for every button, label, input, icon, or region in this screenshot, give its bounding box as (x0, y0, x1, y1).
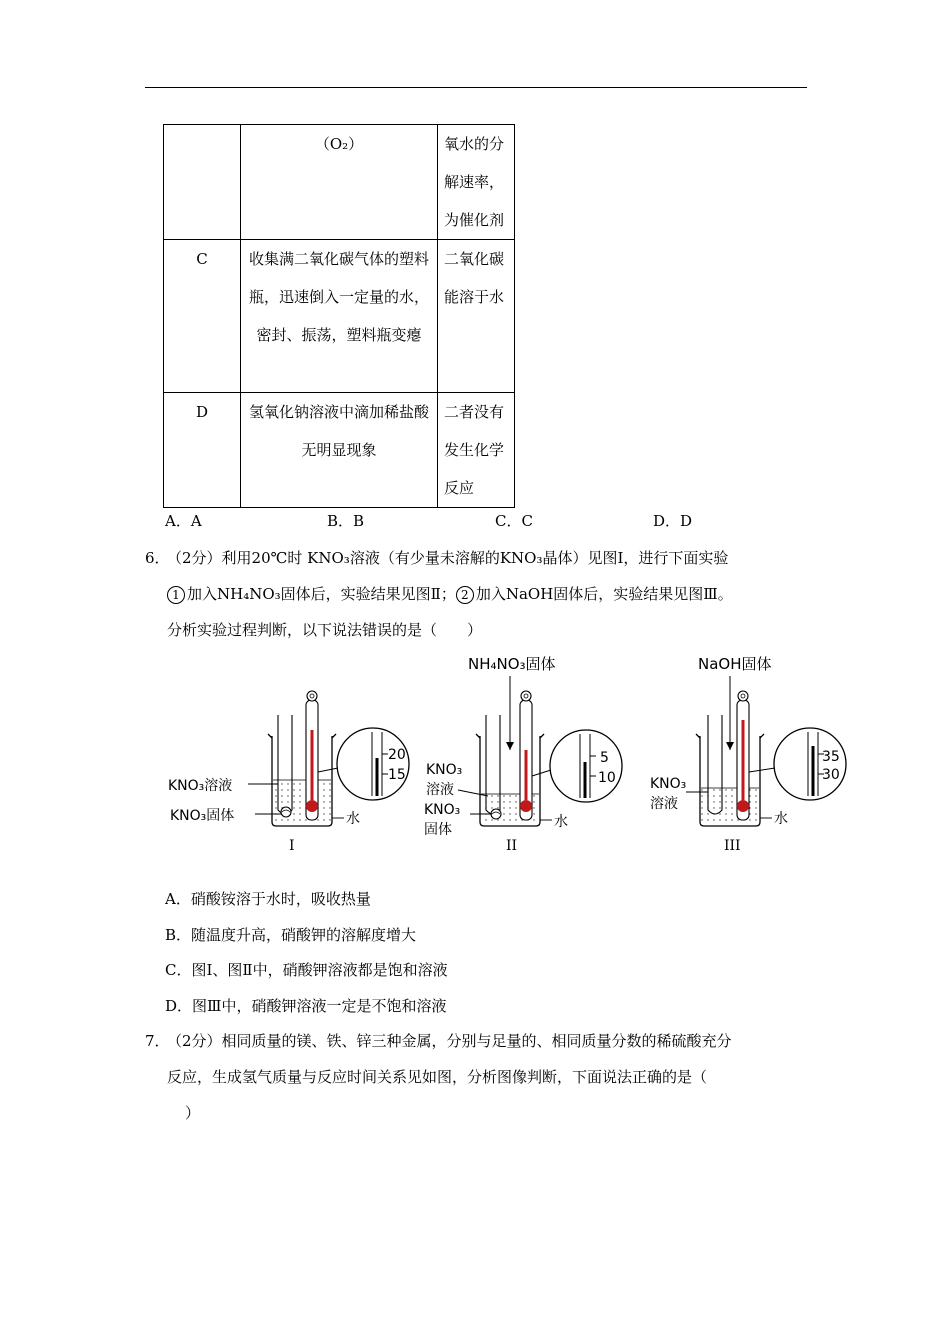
q5-option-d[interactable]: D．D (653, 512, 693, 530)
figure-1 (168, 691, 409, 854)
q6-option-a[interactable]: A．硝酸铵溶于水时，吸收热量 (165, 890, 371, 908)
figure-2 (424, 655, 622, 854)
experiment-table (163, 124, 515, 508)
table-row (164, 125, 515, 240)
fig3-solution-label-a: KNO₃ (650, 776, 687, 792)
fig2-solution-label-a: KNO₃ (426, 762, 463, 778)
fig2-roman-numeral: II (506, 838, 518, 854)
question-number: 7． (145, 1032, 170, 1050)
table-cell-operation: （O₂） (241, 125, 438, 240)
q5-options (165, 510, 815, 532)
fig1-scale-top: 20 (388, 747, 406, 763)
question-7 (145, 1023, 810, 1131)
q6-option-b[interactable]: B．随温度升高，硝酸钾的溶解度增大 (165, 926, 417, 944)
fig1-roman-numeral: I (289, 838, 295, 854)
table-row (164, 240, 515, 393)
table-cell-conclusion: 氧水的分解速率，为催化剂 (438, 125, 515, 240)
question-6 (145, 540, 810, 648)
q6-option-d[interactable]: D．图Ⅲ中，硝酸钾溶液一定是不饱和溶液 (165, 997, 447, 1015)
fig1-solid-label: KNO₃固体 (170, 808, 235, 824)
q5-option-c[interactable]: C．C (495, 512, 533, 530)
q6-option-c[interactable]: C．图Ⅰ、图Ⅱ中，硝酸钾溶液都是饱和溶液 (165, 961, 448, 979)
thermometer-beaker-figure (160, 650, 860, 860)
fig3-added-label: NaOH固体 (698, 655, 772, 673)
q5-option-b[interactable]: B．B (327, 512, 365, 530)
question-stem-line3: ） (185, 1104, 201, 1122)
fig2-solid-label-b: 固体 (424, 822, 452, 838)
question-stem-line1: （2分）利用20℃时 KNO₃溶液（有少量未溶解的KNO₃晶体）见图Ⅰ，进行下面实验 (167, 549, 729, 567)
fig2-solid-label-a: KNO₃ (424, 802, 461, 818)
fig3-solution-label-b: 溶液 (650, 796, 678, 812)
fig2-added-label: NH₄NO₃固体 (468, 655, 556, 673)
fig2-water-label: 水 (554, 814, 568, 830)
figure-3 (650, 655, 846, 854)
table-row (164, 393, 515, 508)
table-cell-option: C (164, 240, 241, 393)
fig1-solution-label: KNO₃溶液 (168, 778, 233, 794)
question-number: 6． (145, 549, 170, 567)
fig2-solution-label-b: 溶液 (426, 782, 454, 798)
question-stem-line3: 分析实验过程判断，以下说法错误的是（ ） (167, 621, 483, 639)
question-stem-line2: 1 加入NH₄NO₃固体后，实验结果见图Ⅱ； 2 加入NaOH固体后，实验结果见图Ⅲ。 (167, 576, 810, 612)
question-stem-line2: 反应，生成氢气质量与反应时间关系见如图，分析图像判断，下面说法正确的是（ (167, 1068, 708, 1086)
fig1-scale-bottom: 15 (388, 767, 406, 783)
table-cell-conclusion: 二者没有发生化学反应 (438, 393, 515, 508)
fig3-roman-numeral: III (724, 838, 741, 854)
fig3-water-label: 水 (774, 811, 788, 827)
fig1-water-label: 水 (346, 811, 360, 827)
question-stem-line1: （2分）相同质量的镁、铁、锌三种金属，分别与足量的、相同质量分数的稀硫酸充分 (167, 1032, 732, 1050)
circled-one-icon: 1 (167, 586, 185, 604)
fig2-scale-top: 5 (600, 750, 609, 766)
table-cell-operation: 氢氧化钠溶液中滴加稀盐酸无明显现象 (241, 393, 438, 508)
header-rule (145, 87, 807, 88)
table-cell-option: D (164, 393, 241, 508)
table-cell-conclusion: 二氧化碳能溶于水 (438, 240, 515, 393)
table-cell-operation: 收集满二氧化碳气体的塑料瓶，迅速倒入一定量的水，密封、振荡，塑料瓶变瘪 (241, 240, 438, 393)
q5-option-a[interactable]: A．A (165, 512, 202, 530)
fig3-scale-bottom: 30 (822, 767, 840, 783)
fig2-scale-bottom: 10 (598, 770, 616, 786)
fig3-scale-top: 35 (822, 749, 840, 765)
circled-two-icon: 2 (456, 586, 474, 604)
table-cell-option (164, 125, 241, 240)
